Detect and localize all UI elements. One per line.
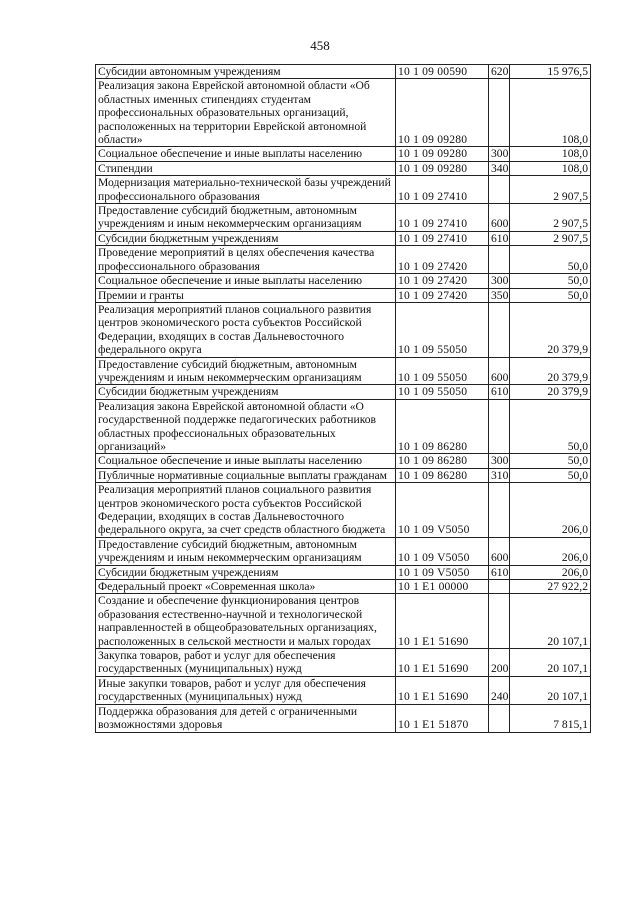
row-name-cell: Стипендии	[96, 161, 396, 175]
row-code-cell: 10 1 E1 51690	[396, 649, 489, 677]
table-row	[96, 274, 591, 288]
row-amount-cell: 50,0	[510, 274, 591, 288]
row-amount-cell: 20 107,1	[510, 594, 591, 649]
row-code-cell: 10 1 09 00590	[396, 65, 489, 79]
table-row	[96, 204, 591, 232]
row-amount-cell: 7 815,1	[510, 704, 591, 732]
row-expense-type-cell: 610	[489, 565, 510, 579]
row-name-cell: Субсидии бюджетным учреждениям	[96, 565, 396, 579]
row-code-cell: 10 1 09 09280	[396, 147, 489, 161]
table-row	[96, 594, 591, 649]
row-code-cell: 10 1 09 V5050	[396, 537, 489, 565]
row-expense-type-cell	[489, 483, 510, 538]
row-expense-type-cell: 610	[489, 385, 510, 399]
row-code-cell: 10 1 09 86280	[396, 468, 489, 482]
row-code-cell: 10 1 E1 51690	[396, 676, 489, 704]
row-name-cell: Создание и обеспечение функционирования центров образования естественно-научной и технологической направленностей в общеобразовательных организациях, расположенных в сельской местности и малых городах	[96, 594, 396, 649]
row-code-cell: 10 1 09 27410	[396, 204, 489, 232]
row-expense-type-cell: 300	[489, 454, 510, 468]
row-code-cell: 10 1 09 27410	[396, 176, 489, 204]
row-code-cell: 10 1 09 27410	[396, 231, 489, 245]
row-amount-cell: 50,0	[510, 246, 591, 274]
row-expense-type-cell	[489, 246, 510, 274]
row-code-cell: 10 1 09 55050	[396, 302, 489, 357]
row-expense-type-cell	[489, 704, 510, 732]
row-name-cell: Премии и гранты	[96, 288, 396, 302]
table-row	[96, 704, 591, 732]
row-code-cell: 10 1 09 09280	[396, 161, 489, 175]
row-amount-cell: 2 907,5	[510, 176, 591, 204]
row-name-cell: Реализация закона Еврейской автономной области «О государственной поддержке педагогических работников областных профессиональных образовательных организаций»	[96, 399, 396, 454]
row-name-cell: Социальное обеспечение и иные выплаты населению	[96, 454, 396, 468]
row-code-cell: 10 1 09 V5050	[396, 483, 489, 538]
row-expense-type-cell	[489, 176, 510, 204]
row-expense-type-cell: 200	[489, 649, 510, 677]
table-row	[96, 147, 591, 161]
row-amount-cell: 50,0	[510, 399, 591, 454]
row-amount-cell: 50,0	[510, 468, 591, 482]
row-name-cell: Закупка товаров, работ и услуг для обеспечения государственных (муниципальных) нужд	[96, 649, 396, 677]
row-amount-cell: 27 922,2	[510, 580, 591, 594]
table-row	[96, 399, 591, 454]
row-name-cell: Реализация мероприятий планов социального развития центров экономического роста субъектов Российской Федерации, входящих в состав Дальневосточного федерального округа	[96, 302, 396, 357]
row-amount-cell: 2 907,5	[510, 204, 591, 232]
row-name-cell: Поддержка образования для детей с ограниченными возможностями здоровья	[96, 704, 396, 732]
row-amount-cell: 206,0	[510, 537, 591, 565]
row-amount-cell: 20 379,9	[510, 385, 591, 399]
row-name-cell: Субсидии бюджетным учреждениям	[96, 385, 396, 399]
row-code-cell: 10 1 E1 51870	[396, 704, 489, 732]
row-code-cell: 10 1 09 86280	[396, 454, 489, 468]
row-expense-type-cell: 620	[489, 65, 510, 79]
table-row	[96, 161, 591, 175]
row-amount-cell: 108,0	[510, 147, 591, 161]
page-number: 458	[310, 38, 330, 53]
row-name-cell: Реализация закона Еврейской автономной области «Об областных именных стипендиях студентам профессиональных образовательных организаций, расположенных на территории Еврейской автономной области»	[96, 79, 396, 147]
row-expense-type-cell: 600	[489, 204, 510, 232]
table-row	[96, 246, 591, 274]
row-code-cell: 10 1 E1 00000	[396, 580, 489, 594]
row-amount-cell: 206,0	[510, 565, 591, 579]
row-code-cell: 10 1 09 86280	[396, 399, 489, 454]
row-amount-cell: 206,0	[510, 483, 591, 538]
row-expense-type-cell	[489, 79, 510, 147]
table-row	[96, 302, 591, 357]
table-row	[96, 676, 591, 704]
table-row	[96, 649, 591, 677]
row-name-cell: Субсидии бюджетным учреждениям	[96, 231, 396, 245]
row-code-cell: 10 1 09 55050	[396, 385, 489, 399]
row-expense-type-cell: 610	[489, 231, 510, 245]
row-expense-type-cell: 300	[489, 147, 510, 161]
row-name-cell: Предоставление субсидий бюджетным, автономным учреждениям и иным некоммерческим организациям	[96, 204, 396, 232]
row-name-cell: Предоставление субсидий бюджетным, автономным учреждениям и иным некоммерческим организациям	[96, 357, 396, 385]
row-name-cell: Модернизация материально-технической базы учреждений профессионального образования	[96, 176, 396, 204]
row-name-cell: Реализация мероприятий планов социального развития центров экономического роста субъектов Российской Федерации, входящих в состав Дальневосточного федерального округа, за счет средств областного бюджета	[96, 483, 396, 538]
row-amount-cell: 108,0	[510, 161, 591, 175]
row-amount-cell: 50,0	[510, 288, 591, 302]
row-code-cell: 10 1 E1 51690	[396, 594, 489, 649]
row-amount-cell: 20 107,1	[510, 676, 591, 704]
row-amount-cell: 50,0	[510, 454, 591, 468]
row-expense-type-cell: 240	[489, 676, 510, 704]
row-name-cell: Иные закупки товаров, работ и услуг для обеспечения государственных (муниципальных) нужд	[96, 676, 396, 704]
row-code-cell: 10 1 09 09280	[396, 79, 489, 147]
table-row	[96, 537, 591, 565]
row-expense-type-cell	[489, 580, 510, 594]
row-name-cell: Публичные нормативные социальные выплаты гражданам	[96, 468, 396, 482]
row-code-cell: 10 1 09 27420	[396, 274, 489, 288]
row-expense-type-cell: 300	[489, 274, 510, 288]
row-amount-cell: 108,0	[510, 79, 591, 147]
row-expense-type-cell: 600	[489, 537, 510, 565]
table-row	[96, 65, 591, 79]
row-amount-cell: 15 976,5	[510, 65, 591, 79]
row-expense-type-cell: 340	[489, 161, 510, 175]
table-row	[96, 357, 591, 385]
row-amount-cell: 2 907,5	[510, 231, 591, 245]
table-row	[96, 231, 591, 245]
row-code-cell: 10 1 09 V5050	[396, 565, 489, 579]
budget-table-body	[96, 65, 591, 733]
row-code-cell: 10 1 09 27420	[396, 246, 489, 274]
row-code-cell: 10 1 09 27420	[396, 288, 489, 302]
row-expense-type-cell: 600	[489, 357, 510, 385]
table-row	[96, 483, 591, 538]
table-row	[96, 288, 591, 302]
row-amount-cell: 20 379,9	[510, 357, 591, 385]
row-amount-cell: 20 379,9	[510, 302, 591, 357]
row-name-cell: Субсидии автономным учреждениям	[96, 65, 396, 79]
table-row	[96, 176, 591, 204]
row-amount-cell: 20 107,1	[510, 649, 591, 677]
table-row	[96, 565, 591, 579]
table-row	[96, 580, 591, 594]
row-expense-type-cell: 310	[489, 468, 510, 482]
row-expense-type-cell: 350	[489, 288, 510, 302]
row-expense-type-cell	[489, 302, 510, 357]
row-name-cell: Социальное обеспечение и иные выплаты населению	[96, 274, 396, 288]
table-row	[96, 385, 591, 399]
row-code-cell: 10 1 09 55050	[396, 357, 489, 385]
row-name-cell: Социальное обеспечение и иные выплаты населению	[96, 147, 396, 161]
row-expense-type-cell	[489, 594, 510, 649]
row-expense-type-cell	[489, 399, 510, 454]
row-name-cell: Проведение мероприятий в целях обеспечения качества профессионального образования	[96, 246, 396, 274]
row-name-cell: Федеральный проект «Современная школа»	[96, 580, 396, 594]
table-row	[96, 454, 591, 468]
table-row	[96, 79, 591, 147]
table-row	[96, 468, 591, 482]
budget-table	[95, 64, 591, 733]
row-name-cell: Предоставление субсидий бюджетным, автономным учреждениям и иным некоммерческим организациям	[96, 537, 396, 565]
